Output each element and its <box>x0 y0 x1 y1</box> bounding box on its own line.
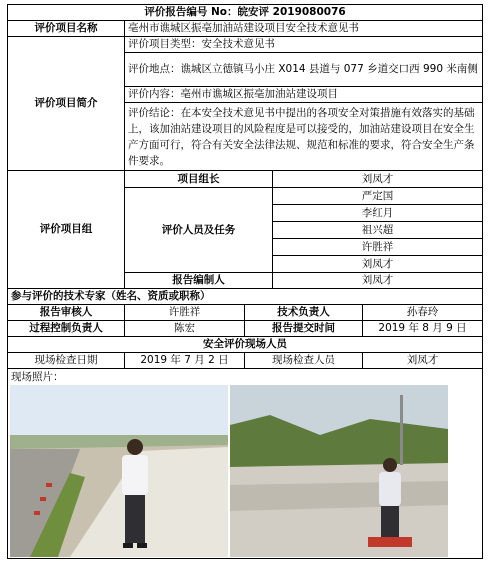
member-name: 刘凤才 <box>273 256 483 273</box>
member-name: 李红月 <box>273 205 483 222</box>
team-label: 评价项目组 <box>8 171 125 289</box>
site-photo-left-image <box>10 385 228 557</box>
site-date-label: 现场检查日期 <box>8 353 125 369</box>
editor-label: 报告编制人 <box>125 273 273 289</box>
site-photo-left <box>10 385 228 557</box>
project-intro-label: 评价项目简介 <box>8 37 125 171</box>
evaluation-location: 评价地点：谯城区立德镇马小庄 X014 县道与 077 乡道交口西 990 米南侧 <box>125 53 483 87</box>
leader-label: 项目组长 <box>125 171 273 188</box>
leader-name: 刘凤才 <box>273 171 483 188</box>
reviewer-label: 报告审核人 <box>8 305 125 321</box>
report-sheet <box>7 4 482 559</box>
editor-name: 刘凤才 <box>273 273 483 289</box>
site-photos-label: 现场照片： <box>11 371 64 383</box>
evaluation-content: 评价内容：亳州市谯城区振亳加油站建设项目 <box>125 87 483 103</box>
member-name: 许胜祥 <box>273 239 483 256</box>
site-inspector: 刘凤才 <box>363 353 483 369</box>
process-control-label: 过程控制负责人 <box>8 321 125 337</box>
tech-lead-label: 技术负责人 <box>245 305 363 321</box>
project-name: 亳州市谯城区振亳加油站建设项目安全技术意见书 <box>125 21 483 37</box>
tech-lead-name: 孙春玲 <box>363 305 483 321</box>
site-photo-right <box>230 385 448 557</box>
site-photos-cell <box>8 369 483 559</box>
site-photos <box>8 385 482 557</box>
project-name-label: 评价项目名称 <box>8 21 125 37</box>
evaluation-conclusion: 评价结论：在本安全技术意见书中提出的各项安全对策措施有效落实的基础上，该加油站建设项目的风险程度是可以接受的，加油站建设项目在安全生产方面可行，符合有关安全法律法规、规范和标准的要求，符合安全生产条件要求。 <box>125 103 483 171</box>
site-personnel-label: 安全评价现场人员 <box>8 337 483 353</box>
evaluation-table <box>7 4 483 559</box>
member-name: 严定国 <box>273 188 483 205</box>
member-name: 祖兴超 <box>273 222 483 239</box>
process-control-name: 陈宏 <box>125 321 245 337</box>
site-photo-right-image <box>230 385 448 557</box>
project-type: 评价项目类型：安全技术意见书 <box>125 37 483 53</box>
site-date: 2019 年 7 月 2 日 <box>125 353 245 369</box>
submit-time: 2019 年 8 月 9 日 <box>363 321 483 337</box>
reviewer-name: 许胜祥 <box>125 305 245 321</box>
report-number: 评价报告编号 No：皖安评 2019080076 <box>8 5 483 21</box>
members-label: 评价人员及任务 <box>125 188 273 273</box>
submit-time-label: 报告提交时间 <box>245 321 363 337</box>
site-inspector-label: 现场检查人员 <box>245 353 363 369</box>
experts-label: 参与评价的技术专家（姓名、资质或职称） <box>8 289 483 305</box>
